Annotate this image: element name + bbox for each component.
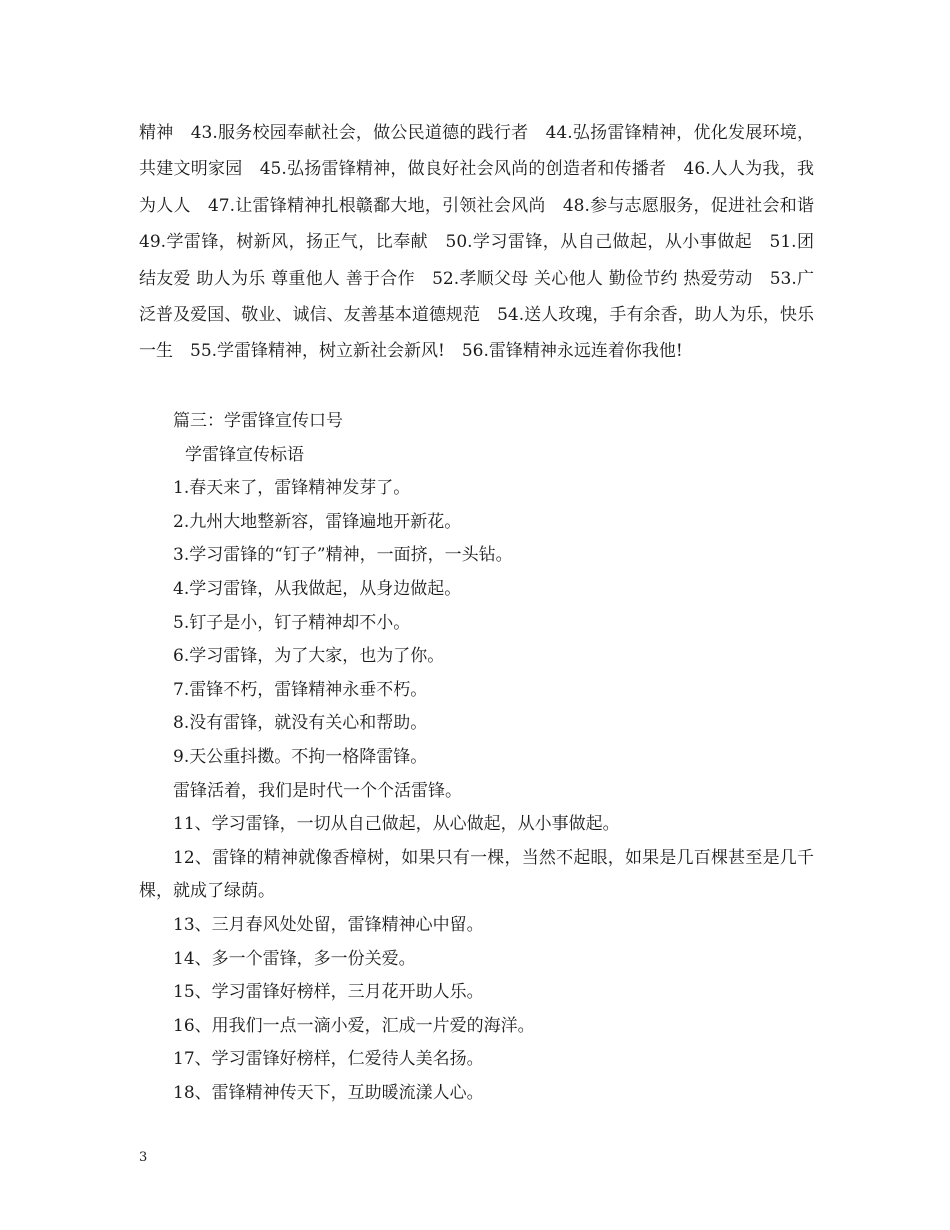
list-item: 15、学习雷锋好榜样，三月花开助人乐。 bbox=[173, 982, 484, 1003]
list-item: 7.雷锋不朽，雷锋精神永垂不朽。 bbox=[173, 679, 428, 700]
list-item: 17、学习雷锋好榜样，仁爱待人美名扬。 bbox=[173, 1049, 484, 1070]
list-item: 1.春天来了，雷锋精神发芽了。 bbox=[173, 478, 411, 499]
list-item: 18、雷锋精神传天下，互助暖流漾人心。 bbox=[173, 1082, 484, 1103]
top-paragraph: 精神 43.服务校园奉献社会，做公民道德的践行者 44.弘扬雷锋精神，优化发展环境，共建文明家园 45.弘扬雷锋精神，做良好社会风尚的创造者和传播者 46.人人为我，我为人人 47.让雷锋精神扎根赣鄱大地，引领社会风尚 48.参与志愿服务，促进社会和谐 49.学雷锋，树新风，扬正气，比奉献 50.学习雷锋，从自己做起，从小事做起 51.团结友爱 助人为乐 尊重他人 善于合作 52.孝顺父母 关心他人 勤俭节约 热爱劳动 53.广泛普及爱国、敬业、诚信、友善基本道德规范 54.送人玫瑰，手有余香，助人为乐，快乐一生 55.学雷锋精神，树立新社会新风! 56.雷锋精神永远连着你我他! bbox=[139, 123, 831, 362]
list-item: 12、雷锋的精神就像香樟树，如果只有一棵，当然不起眼，如果是几百棵甚至是几千棵，就成了绿荫。 bbox=[139, 847, 814, 902]
list-item: 3.学习雷锋的“钉子”精神，一面挤，一头钻。 bbox=[173, 545, 513, 566]
section-title: 篇三：学雷锋宣传口号 bbox=[173, 411, 343, 431]
list-item: 8.没有雷锋，就没有关心和帮助。 bbox=[173, 713, 428, 734]
list-item: 4.学习雷锋，从我做起，从身边做起。 bbox=[173, 578, 462, 599]
list-item: 13、三月春风处处留，雷锋精神心中留。 bbox=[173, 914, 484, 935]
list-item: 14、多一个雷锋，多一份关爱。 bbox=[173, 948, 416, 969]
list-item: 2.九州大地整新容，雷锋遍地开新花。 bbox=[173, 511, 462, 532]
list-item: 9.天公重抖擞。不拘一格降雷锋。 bbox=[173, 746, 428, 767]
section-subtitle: 学雷锋宣传标语 bbox=[185, 444, 304, 465]
list-item: 16、用我们一点一滴小爱，汇成一片爱的海洋。 bbox=[173, 1015, 535, 1036]
list-item: 11、学习雷锋，一切从自己做起，从心做起，从小事做起。 bbox=[173, 814, 620, 835]
list-item: 5.钉子是小，钉子精神却不小。 bbox=[173, 612, 411, 633]
page-number: 3 bbox=[139, 1150, 148, 1165]
list-item: 雷锋活着，我们是时代一个个活雷锋。 bbox=[173, 780, 462, 801]
slogan-section bbox=[139, 405, 814, 1110]
list-item: 6.学习雷锋，为了大家，也为了你。 bbox=[173, 646, 445, 667]
